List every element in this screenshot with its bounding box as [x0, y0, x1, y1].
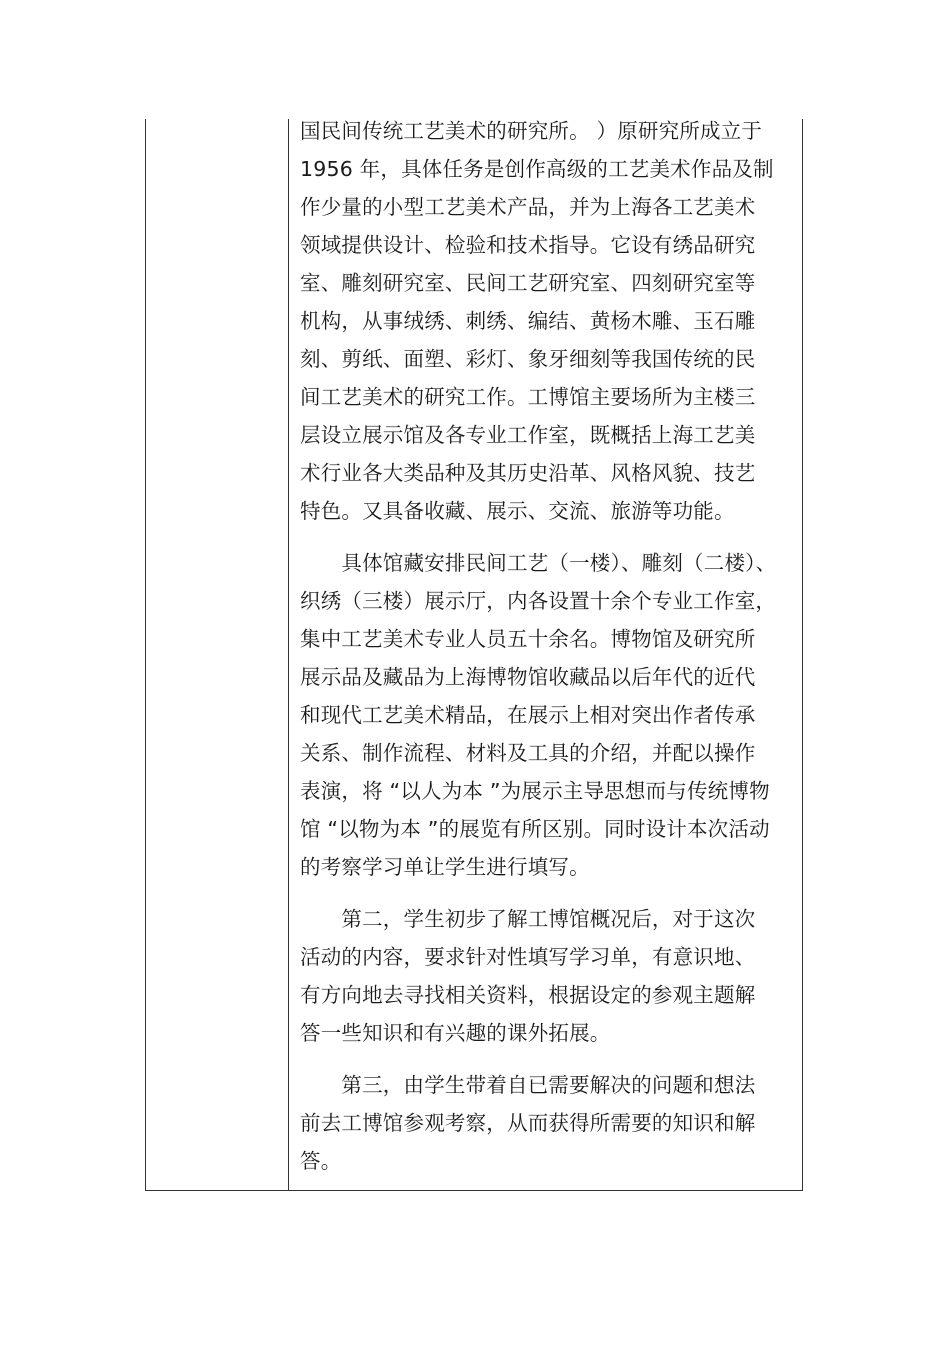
- text-line: 机构，从事绒绣、刺绣、编结、黄杨木雕、玉石雕: [300, 309, 756, 333]
- column-divider: [288, 119, 289, 1190]
- text-line: 答。: [300, 1149, 342, 1173]
- text-line: 特色。又具备收藏、展示、交流、旅游等功能。: [300, 499, 735, 523]
- text-line: 答一些知识和有兴趣的课外拓展。: [300, 1021, 611, 1045]
- text-line: 的考察学习单让学生进行填写。: [300, 855, 590, 879]
- text-line: 展示品及藏品为上海博物馆收藏品以后年代的近代: [300, 665, 756, 689]
- text-line: 第二，学生初步了解工博馆概况后，对于这次: [300, 907, 756, 931]
- text-line: 具体馆藏安排民间工艺（一楼）、雕刻（二楼）、: [300, 551, 777, 575]
- text-line: 1956 年，具体任务是创作高级的工艺美术作品及制: [300, 157, 774, 181]
- paragraph-step-two: [300, 900, 800, 1052]
- text-line: 织绣（三楼）展示厅，内各设置十余个专业工作室，: [300, 589, 777, 613]
- text-line: 间工艺美术的研究工作。工博馆主要场所为主楼三: [300, 385, 756, 409]
- text-line: 有方向地去寻找相关资料，根据设定的参观主题解: [300, 983, 756, 1007]
- text-line: 关系、制作流程、材料及工具的介绍，并配以操作: [300, 741, 756, 765]
- table-content-cell: [300, 112, 800, 1180]
- text-line: 和现代工艺美术精品，在展示上相对突出作者传承: [300, 703, 756, 727]
- paragraph-museum-intro: [300, 112, 800, 530]
- text-line: 集中工艺美术专业人员五十余名。博物馆及研究所: [300, 627, 756, 651]
- text-line: 活动的内容，要求针对性填写学习单，有意识地、: [300, 945, 756, 969]
- text-line: 表演，将 “以人为本 ”为展示主导思想而与传统博物: [300, 779, 770, 803]
- text-line: 层设立展示馆及各专业工作室，既概括上海工艺美: [300, 423, 756, 447]
- paragraph-collection: [300, 544, 800, 886]
- text-line: 作少量的小型工艺美术产品，并为上海各工艺美术: [300, 195, 756, 219]
- text-line: 室、雕刻研究室、民间工艺研究室、四刻研究室等: [300, 271, 756, 295]
- paragraph-step-three: [300, 1066, 800, 1180]
- text-line: 馆 “以物为本 ”的展览有所区别。同时设计本次活动: [300, 817, 770, 841]
- text-line: 第三，由学生带着自已需要解决的问题和想法: [300, 1073, 756, 1097]
- text-line: 国民间传统工艺美术的研究所。 ）原研究所成立于: [300, 119, 763, 143]
- text-line: 刻、剪纸、面塑、彩灯、象牙细刻等我国传统的民: [300, 347, 756, 371]
- text-line: 术行业各大类品种及其历史沿革、风格风貌、技艺: [300, 461, 756, 485]
- text-line: 领域提供设计、检验和技术指导。它设有绣品研究: [300, 233, 756, 257]
- text-line: 前去工博馆参观考察，从而获得所需要的知识和解: [300, 1111, 756, 1135]
